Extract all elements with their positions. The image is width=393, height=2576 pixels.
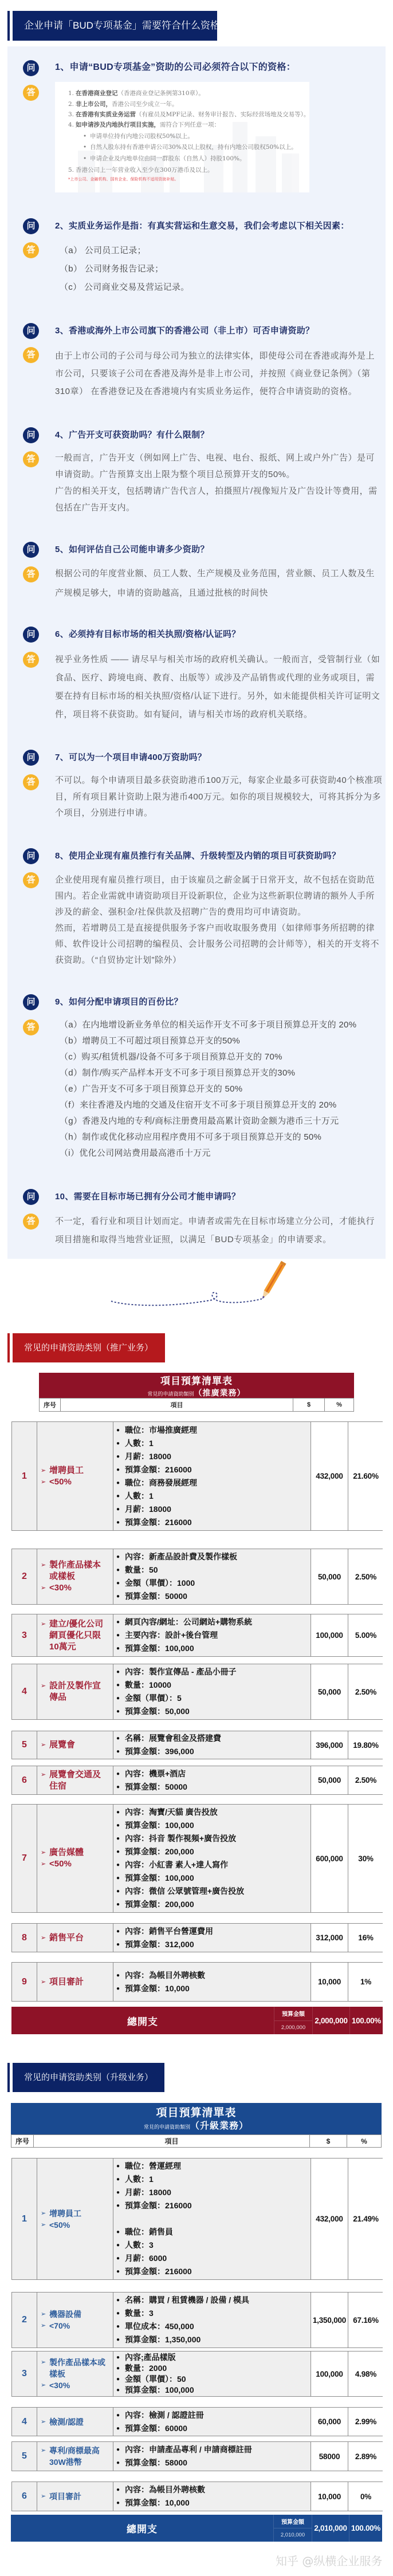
answer-list-item: （g）香港及内地的专利/商标注册费用最高累计资助金额为港币三十万元 [60, 1116, 339, 1126]
faq-answer-10 [55, 1212, 383, 1249]
row-number: 2 [12, 2293, 37, 2347]
row-details [113, 2293, 311, 2347]
requirement-3: 3. 在香港有实质业务运营（有雇员及MPF记录、财务审计报告、实际经营场地及交易等）。 [68, 111, 309, 118]
row-amount: 50,000 [311, 1664, 348, 1719]
category-line: ➢ 銷售平台 [49, 1932, 106, 1944]
answer-badge-icon: 答 [23, 652, 39, 668]
table-row [11, 2482, 383, 2511]
requirement-5: 5. 香港公司上一年营业收入至少在300万港币及以上。 [68, 166, 214, 174]
row-number: 6 [12, 2482, 37, 2511]
row-details [113, 1664, 311, 1719]
category-line: ➢ 設計及製作宣傳品 [49, 1680, 106, 1703]
column-header-percent: % [336, 1401, 342, 1408]
answer-badge-icon: 答 [23, 1214, 39, 1230]
detail-line: ● 數量：3 [125, 2307, 311, 2320]
row-details [113, 1422, 311, 1530]
column-header-percent: % [361, 2137, 367, 2145]
row-percent: 67.16% [348, 2293, 383, 2347]
detail-line: ● 月薪：18000 [125, 2186, 311, 2199]
row-category [37, 2293, 113, 2347]
category-line: ➢ <50% [49, 1476, 106, 1488]
total-budget-label: 預算金額 [274, 2007, 312, 2021]
row-number: 7 [12, 1805, 37, 1912]
zhihu-watermark: 知乎 @纵横企业服务 [276, 2554, 383, 2568]
category-line: ➢ 檢測/認證 [49, 2416, 106, 2428]
promo-table-title-bar [39, 1373, 354, 1398]
faq-answer-6 [55, 651, 383, 724]
table-row [11, 1549, 383, 1605]
detail-line: ● 職位：銷售員 [125, 2226, 311, 2239]
answer-paragraph: 不一定，看行业和项目计划而定。申请者或需先在目标市场建立分公司，才能执行项目措施和取得当地营业证照，以满足「BUD专项基金」的申请要求。 [55, 1216, 375, 1244]
pencil-dotted-line-icon [103, 1260, 292, 1317]
category-line: ➢ <70% [49, 2320, 106, 2331]
answer-list-item: （a） 公司员工记录； [60, 246, 146, 255]
row-category [37, 1614, 113, 1656]
answer-paragraph: 广告的相关开支，包括聘请广告代言人，拍摄照片/视像短片及广告设计等费用，需包括在广告开支内。 [55, 486, 378, 513]
row-details [113, 1731, 311, 1759]
detail-line: ● 內容：新產品設計費及製作樣板 [125, 1550, 311, 1563]
faq-answer-3 [55, 347, 383, 400]
column-header-no: 序号 [40, 1399, 61, 1411]
question-badge-icon: 问 [23, 848, 39, 864]
upgrade-total-row [11, 2515, 382, 2542]
column-header-no: 序号 [11, 2135, 34, 2147]
exclusion-note: *上市公司、金融机构、国有企业、保险机构不适用资助补贴。 [68, 177, 179, 182]
row-category [37, 1805, 113, 1912]
row-amount: 312,000 [311, 1924, 348, 1952]
answer-paragraph: 企业使用现有雇员推行项目，由于该雇员之薪金属于日常开支，故不包括在资助范围内。若企业需就申请资助项目开设新职位，企业为这些新职位聘请的额外人手所涉及的薪金、强积金/社保供款及招聘广告的费用均可申请资助。 [55, 875, 375, 917]
faq-question-8: 8、使用企业现有雇员推行有关品牌、升级转型及内销的项目可获资助吗？ [55, 851, 341, 861]
detail-line: ● 名稱：購買 / 租賃機器 / 設備 / 模具 [125, 2294, 311, 2307]
detail-line: ● 月薪：6000 [125, 2252, 311, 2265]
detail-line: ● 內容：銷售平台營運費用 [125, 1925, 311, 1938]
answer-list-item: （d）制作/购买产品样本开支不可多于项目预算总开支的30% [60, 1068, 296, 1078]
table-row [11, 1923, 383, 1952]
detail-line: ● 預算金額：58000 [125, 2456, 311, 2469]
category-line: ➢ <30% [49, 1582, 106, 1594]
table-subtitle: 常見的申請資助類別（升級業務） [143, 2121, 249, 2131]
answer-list-item: （e）广告开支不可多于项目预算总开支的 50% [60, 1084, 243, 1094]
total-amount: 2,010,000 [312, 2515, 349, 2542]
detail-line: ● 月薪：18000 [125, 1450, 311, 1463]
row-number: 5 [12, 2442, 37, 2471]
row-amount: 10,000 [311, 2482, 348, 2511]
row-category [37, 2408, 113, 2436]
table-row [11, 2351, 383, 2397]
question-badge-icon: 问 [23, 218, 39, 234]
detail-line: ● 人數：1 [125, 2173, 311, 2186]
row-category [37, 2159, 113, 2279]
row-category [37, 1924, 113, 1952]
faq-question-4: 4、广告开支可获资助吗？有什么限制？ [55, 430, 209, 440]
detail-line: ● 數量：50 [125, 1563, 311, 1577]
faq-question-3: 3、香港或海外上市公司旗下的香港公司（非上市）可否申请资助？ [55, 326, 315, 336]
row-details [113, 1766, 311, 1794]
faq-question-1: 1、申请“BUD专项基金”资助的公司必须符合以下的资格： [55, 62, 296, 72]
row-category [37, 2482, 113, 2511]
faq-panel [7, 46, 386, 1259]
detail-line: ● 預算金額：216000 [125, 1463, 311, 1476]
row-details [113, 1805, 311, 1912]
row-number: 8 [12, 1924, 37, 1952]
requirement-2: 2. 非上市公司，香港公司至少成立一年。 [68, 100, 178, 108]
detail-line: ● 內容：為帳目外聘核數 [125, 2483, 311, 2496]
answer-badge-icon: 答 [23, 347, 39, 363]
category-line: ➢ 項目審計 [49, 1976, 106, 1988]
upgrade-table-column-header [11, 2134, 382, 2148]
row-amount: 50,000 [311, 1549, 348, 1604]
detail-line: ● 網頁內容/網址：公司網站+購物系統 [125, 1616, 311, 1629]
row-amount: 396,000 [311, 1731, 348, 1759]
row-details [113, 1963, 311, 2001]
table-row [11, 2158, 383, 2280]
column-header-item: 項目 [61, 1399, 293, 1411]
question-badge-icon: 问 [23, 60, 39, 76]
category-line: ➢ <50% [49, 2219, 106, 2231]
promo-total-row [11, 2007, 383, 2034]
promo-section-title: 常见的申请资助类别（推广业务） [13, 1333, 165, 1362]
row-percent: 2.89% [348, 2442, 383, 2471]
requirement-4: 4. 如申请涉及内地执行项目实施，需符合下列任意一项： [68, 121, 220, 128]
detail-line: ● 預算金額：10,000 [125, 2496, 311, 2510]
answer-paragraph: 不可以。每个申请项目最多获资助港币100万元，每家企业最多可获资助40个核准项目，所有项目累计资助上限为港币400万元。如你的项目规模较大，可将其拆分为多个项目，分别进行申请。 [55, 775, 383, 818]
detail-line: ● 預算金額：200,000 [125, 1898, 311, 1911]
answer-list-item: （c）购买/租赁机器/设备不可多于项目预算总开支的 70% [60, 1052, 282, 1062]
row-number: 4 [12, 2408, 37, 2436]
detail-line: ● 預算金額：50000 [125, 1590, 311, 1603]
category-line: ➢ <30% [49, 2380, 106, 2391]
total-budget-label: 預算金額 [274, 2515, 312, 2528]
section-accent-bar [7, 11, 10, 41]
row-amount: 50,000 [311, 1766, 348, 1794]
row-number: 3 [12, 2352, 37, 2396]
detail-line: ● 預算金額：60000 [125, 2422, 311, 2435]
row-amount: 10,000 [311, 1963, 348, 2001]
faq-answer-2 [60, 242, 189, 297]
detail-line: ● 內容：機票+酒店 [125, 1767, 311, 1781]
table-row [11, 2407, 383, 2436]
row-amount: 60,000 [311, 2408, 348, 2436]
question-badge-icon: 问 [23, 427, 39, 443]
detail-line [125, 2212, 311, 2226]
category-line: ➢ <50% [49, 1858, 106, 1870]
faq-section-title: 企业申请「BUD专项基金」需要符合什么资格？ [13, 11, 217, 41]
answer-list-item: （i）优化公司网站费用最高港币十万元 [60, 1148, 211, 1158]
row-amount: 100,000 [311, 1614, 348, 1656]
row-percent: 21.49% [348, 2159, 383, 2279]
table-row [11, 1421, 383, 1531]
faq-answer-5 [55, 564, 383, 603]
promo-table-column-header [39, 1398, 354, 1412]
answer-badge-icon: 答 [23, 1019, 39, 1035]
answer-list-item: （a）在内地增设新业务单位的相关运作开支不可多于项目预算总开支的 20% [60, 1020, 357, 1030]
answer-badge-icon: 答 [23, 85, 39, 101]
upgrade-section-title: 常见的申请资助类别（升级业务） [13, 2063, 164, 2092]
answer-paragraph: 然而，若增聘员工是直接提供服务予客户而收取服务费用（如律师事务所招聘的律师、软件设计公司招聘的编程员、会计服务公司招聘的会计师等），相关的开支将不获资助。（“自贸协定计划”除外） [55, 923, 380, 965]
category-line: ➢ 展覽會交通及住宿 [49, 1769, 106, 1792]
faq-answer-7 [55, 773, 383, 822]
detail-line: ● 預算金額：1,350,000 [125, 2333, 311, 2346]
row-percent: 21.60% [348, 1422, 383, 1530]
row-percent: 16% [348, 1924, 383, 1952]
row-category [37, 2442, 113, 2471]
section-accent-bar [7, 1333, 10, 1362]
row-category [37, 1766, 113, 1794]
table-row [11, 1664, 383, 1720]
detail-line: ● 內容：小紅書 素人+達人寫作 [125, 1858, 311, 1872]
row-category [37, 2352, 113, 2396]
row-details [113, 2482, 311, 2511]
detail-line: ● 內容：檢測 / 認證註冊 [125, 2409, 311, 2422]
total-budget-value: 2,010,000 [280, 2532, 305, 2538]
detail-line: ● 預算金額：50000 [125, 1781, 311, 1794]
question-badge-icon: 问 [23, 542, 39, 558]
faq-question-7: 7、可以为一个项目申请400万资助吗？ [55, 753, 207, 762]
row-amount: 432,000 [311, 2159, 348, 2279]
detail-line: ● 人數：3 [125, 2239, 311, 2252]
faq-question-5: 5、如何评估自己公司能申请多少资助？ [55, 545, 209, 554]
column-header-amount: $ [310, 2135, 347, 2147]
faq-answer-4 [55, 450, 383, 516]
table-row [11, 2441, 383, 2471]
question-badge-icon: 问 [23, 1189, 39, 1205]
row-number: 1 [12, 2159, 37, 2279]
table-title: 項目預算清單表 [160, 1376, 233, 1387]
row-number: 6 [12, 1766, 37, 1794]
detail-line: ● 預算金額：100,000 [125, 1872, 311, 1885]
table-row [11, 1766, 383, 1795]
detail-line: ● 內容：申請產品專利 / 申請商標註冊 [125, 2443, 311, 2456]
total-budget-cell [274, 2007, 312, 2034]
row-details [113, 1924, 311, 1952]
detail-line: ● 內容：製作宣傳品 - 產品小冊子 [125, 1665, 311, 1679]
detail-line: ● 預算金額：200,000 [125, 1845, 311, 1858]
answer-badge-icon: 答 [23, 242, 39, 258]
table-row [11, 2292, 383, 2348]
detail-line: ● 人數：1 [125, 1437, 311, 1450]
detail-line: ● 人數：1 [125, 1490, 311, 1503]
category-line: ➢ 製作產品樣本或樣板 [49, 1559, 106, 1582]
upgrade-table-title-bar [11, 2103, 382, 2134]
row-details [113, 1549, 311, 1604]
detail-line: ● 主要內容：設計+後台管理 [125, 1629, 311, 1642]
faq-answer-9 [60, 1017, 356, 1161]
answer-badge-icon: 答 [23, 566, 39, 582]
row-percent: 5.00% [348, 1614, 383, 1656]
answer-list-item: （c） 公司商业交易及营运记录。 [60, 282, 190, 292]
row-percent: 2.50% [348, 1549, 383, 1604]
row-details [113, 2159, 311, 2279]
category-line: ➢ 建立/優化公司網頁優化只限10萬元 [49, 1618, 106, 1653]
column-header-item: 項目 [34, 2135, 310, 2147]
answer-paragraph: 一般而言，广告开支（例如网上广告、电视、电台、报纸、网上或户外广告）是可申请资助。广告预算支出上限为整个项目总预算开支的50%。 [55, 453, 375, 479]
row-details [113, 2352, 311, 2396]
answer-paragraph: 根据公司的年度营业额、员工人数、生产规模及业务范围，营业额、员工人数及生产规模足够大，申请的资助越高，且通过批核的时间快 [55, 569, 375, 598]
detail-line: ● 預算金額：396,000 [125, 1745, 311, 1758]
question-badge-icon: 问 [23, 627, 39, 643]
total-label: 總開支 [127, 2016, 158, 2027]
row-category [37, 1664, 113, 1719]
detail-line: ● 單位成本：450,000 [125, 2320, 311, 2333]
row-details [113, 1614, 311, 1656]
faq-question-6: 6、必须持有目标市场的相关执照/资格/认证吗？ [55, 629, 241, 639]
row-category [37, 1963, 113, 2001]
table-title: 項目預算清單表 [156, 2107, 237, 2119]
detail-line: ● 預算金額：216000 [125, 1516, 311, 1529]
row-details [113, 2408, 311, 2436]
detail-line: ● 金額（單價）：50 [125, 2374, 311, 2385]
detail-line: ● 月薪：18000 [125, 1503, 311, 1516]
total-amount: 2,000,000 [312, 2007, 349, 2034]
question-badge-icon: 问 [23, 323, 39, 339]
question-badge-icon: 问 [23, 994, 39, 1010]
row-number: 3 [12, 1614, 37, 1656]
row-percent: 2.99% [348, 2408, 383, 2436]
category-line: ➢ 廣告媒體 [49, 1847, 106, 1858]
detail-line: ● 預算金額：100,000 [125, 2385, 311, 2396]
detail-line: ● 內容：抖音 製作視頻+廣告投放 [125, 1832, 311, 1845]
detail-line: ● 內容;產品樣版 [125, 2352, 311, 2363]
faq-question-10: 10、需要在目标市场已拥有分公司才能申请吗？ [55, 1192, 241, 1202]
detail-line: ● 職位：市場推廣經理 [125, 1424, 311, 1437]
row-percent: 1% [348, 1963, 383, 2001]
category-line: ➢ 專利/商標最高30W港幣 [49, 2445, 106, 2468]
total-percent: 100.00% [349, 2515, 382, 2542]
table-row [11, 1962, 383, 2002]
row-number: 2 [12, 1549, 37, 1604]
total-percent: 100.00% [349, 2007, 383, 2034]
row-percent: 2.50% [348, 1664, 383, 1719]
answer-list-item: （f）来往香港及内地的交通及住宿开支不可多于项目预算总开支的 20% [60, 1100, 337, 1110]
table-row [11, 1731, 383, 1759]
total-budget-value: 2,000,000 [281, 2024, 306, 2031]
sub-requirement-2: • 自然人股东持有香港申请公司30%及以上股权，持有内地公司股权50%以上。 [83, 143, 297, 151]
answer-list-item: （h）制作或优化移动应用程序费用不可多于项目预算总开支的 50% [60, 1132, 322, 1142]
detail-line: ● 預算金額：216000 [125, 2199, 311, 2212]
question-badge-icon: 问 [23, 750, 39, 766]
section-accent-bar [7, 2063, 10, 2092]
row-number: 5 [12, 1731, 37, 1759]
category-line: ➢ 增聘員工 [49, 2208, 106, 2219]
row-percent: 19.80% [348, 1731, 383, 1759]
answer-badge-icon: 答 [23, 774, 39, 790]
row-category [37, 1422, 113, 1530]
answer-badge-icon: 答 [23, 872, 39, 888]
detail-line: ● 金額（單價）：5 [125, 1692, 311, 1705]
detail-line: ● 數量：2000 [125, 2363, 311, 2374]
column-header-amount: $ [293, 1399, 325, 1411]
table-subtitle: 常見的申請資助類別（推廣業務） [147, 1388, 246, 1397]
row-number: 9 [12, 1963, 37, 2001]
detail-line: ● 內容：淘寶/天貓 廣告投放 [125, 1806, 311, 1819]
answer-badge-icon: 答 [23, 451, 39, 467]
row-amount: 600,000 [311, 1805, 348, 1912]
row-amount: 100,000 [311, 2352, 348, 2396]
detail-line: ● 內容：為帳目外聘核數 [125, 1969, 311, 1982]
sub-requirement-3: • 申请企业及内地单位由同一群股东（自然人）持股100%。 [83, 155, 246, 162]
detail-line: ● 預算金額：10,000 [125, 1982, 311, 1995]
answer-list-item: （b）增聘员工不可超过项目预算总开支的50% [60, 1036, 240, 1046]
category-line: ➢ 機器設備 [49, 2309, 106, 2320]
detail-line: ● 職位：營運經理 [125, 2160, 311, 2173]
row-category [37, 1549, 113, 1604]
detail-line: ● 職位：商務發展經理 [125, 1476, 311, 1490]
category-line: ➢ 項目審計 [49, 2491, 106, 2502]
total-label: 總開支 [127, 2524, 158, 2535]
answer-paragraph: 视乎业务性质 —— 请尽早与相关市场的政府机关确认。一般而言，受管制行业（如食品、医疗、跨境电商、教育、出版等）或涉及产品销售或代理的业务或项目，需要在持有目标市场的相关执照/资格/认证下进行。另外，如未能提供相关许可证明文件，项目将不获资助。如有疑问，请与相关市场的政府机关联络。 [55, 655, 380, 719]
detail-line: ● 預算金額：50,000 [125, 1705, 311, 1718]
row-number: 1 [12, 1422, 37, 1530]
row-percent: 0% [348, 2482, 383, 2511]
category-line: ➢ 展覽會 [49, 1739, 106, 1751]
detail-line: ● 數量：10000 [125, 1679, 311, 1692]
category-line: ➢ 增聘員工 [49, 1465, 106, 1476]
faq-question-9: 9、如何分配申请项目的百份比？ [55, 997, 183, 1007]
row-percent: 30% [348, 1805, 383, 1912]
eligibility-requirements-card [55, 82, 309, 192]
row-amount: 58000 [311, 2442, 348, 2471]
table-row [11, 1614, 383, 1657]
category-line: ➢ 製作產品樣本或樣板 [49, 2357, 106, 2380]
sub-requirement-1: • 申请单位持有内地公司股权50%以上。 [83, 132, 194, 140]
answer-paragraph: 由于上市公司的子公司与母公司为独立的法律实体，即使母公司在香港或海外是上市公司，只要该子公司在香港及海外是非上市公司，并按照《商业登记条例》（第310章） 在香港登记及在香港境内有实质业务运作，便符合申请资助的资格。 [55, 351, 375, 396]
total-budget-cell [273, 2515, 312, 2542]
detail-line: ● 金額（單價）：1000 [125, 1577, 311, 1590]
detail-line: ● 名稱：展覽會租金及搭建費 [125, 1732, 311, 1745]
row-details [113, 2442, 311, 2471]
faq-question-2: 2、实质业务运作是指：有真实营运和生意交易，我们会考虑以下相关因素： [55, 221, 349, 231]
row-number: 4 [12, 1664, 37, 1719]
detail-line: ● 預算金額：312,000 [125, 1938, 311, 1951]
detail-line: ● 預算金額：216000 [125, 2265, 311, 2278]
table-row [11, 1804, 383, 1913]
answer-list-item: （b） 公司财务报告记录； [60, 264, 164, 274]
requirement-1: 1. 在香港商业登记（香港商业登记条例第310章）。 [68, 89, 205, 97]
row-amount: 432,000 [311, 1422, 348, 1530]
row-percent: 4.98% [348, 2352, 383, 2396]
row-category [37, 1731, 113, 1759]
faq-answer-8 [55, 872, 383, 968]
detail-line: ● 預算金額：100,000 [125, 1819, 311, 1832]
row-percent: 2.50% [348, 1766, 383, 1794]
row-amount: 1,350,000 [311, 2293, 348, 2347]
detail-line: ● 內容：微信 公眾號管理+廣告投放 [125, 1885, 311, 1898]
detail-line: ● 預算金額：100,000 [125, 1642, 311, 1655]
